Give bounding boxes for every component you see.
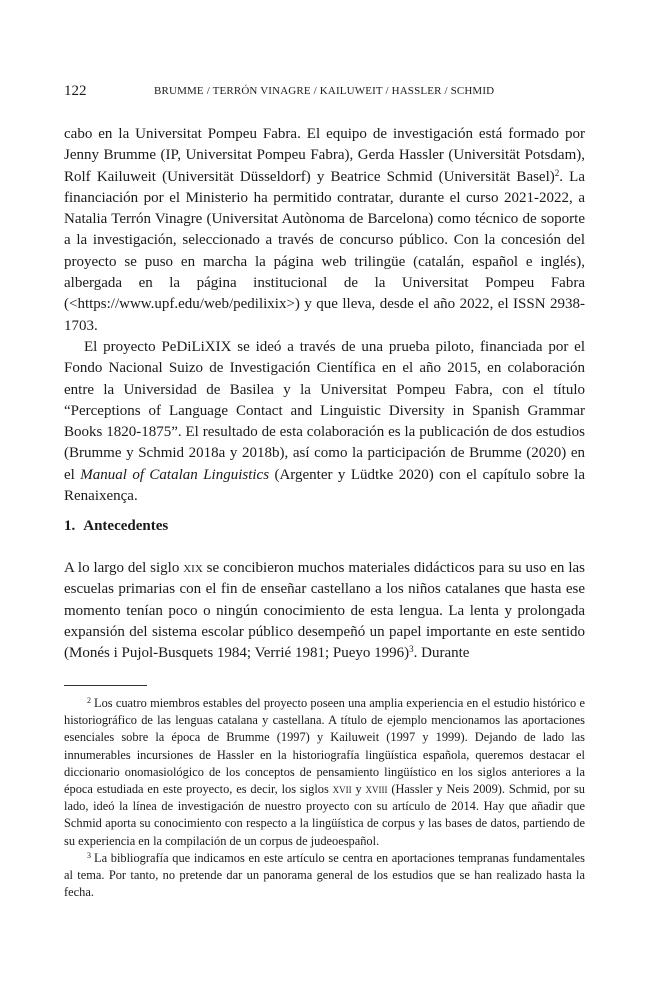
section-paragraph	[64, 558, 585, 664]
footnote-divider	[64, 685, 147, 686]
body-text	[64, 124, 585, 507]
footnote-mark: 3	[87, 850, 91, 860]
section-number: 1.	[64, 518, 76, 534]
paragraph-text: El proyecto PeDiLiXIX se ideó a través de una prueba piloto, financiada por el Fondo Nacional Suizo de Investigación Científica en el año 2015, en colaboración entre la Universidad de Basilea y la Universitat Pompeu Fabra, con el título “Perceptions of Language Contact and Linguistic Diversity in Spanish Grammar Books 1820-1875”. El resultado de esta colaboración es la publicación de dos estudios (Brumme y Schmid 2018a y 2018b), así como la participación de Brumme (2020) en el	[64, 338, 585, 483]
paragraph-text: . Durante	[413, 645, 470, 662]
footnote-3	[64, 850, 585, 902]
running-head: BRUMME / TERRÓN VINAGRE / KAILUWEIT / HASSLER / SCHMID	[154, 85, 495, 97]
paragraph	[64, 337, 585, 507]
book-title: Manual of Catalan Linguistics	[80, 466, 270, 483]
paragraph-text: . La financiación por el Ministerio ha permitido contratar, durante el curso 2021-2022, a Natalia Terrón Vinagre (Universitat Autònoma de Barcelona) como técnico de soporte a la investigación, seleccionado a través de concurso público. Con la concesión del proyecto se puso en marcha la página web trilingüe (catalán, español e inglés), albergada en la página institucional de la Universitat Pompeu Fabra (<https://www.upf.edu/web/pedilixix>) y que lleva, desde el año 2022, el ISSN 2938-1703.	[64, 168, 585, 334]
paragraph-text: cabo en la Universitat Pompeu Fabra. El equipo de investigación está formado por Jenny Brumme (IP, Universitat Pompeu Fabra), Gerda Hassler (Universität Potsdam), Rolf Kailuweit (Universität Düsseldorf) y Beatrice Schmid (Universität Basel)	[64, 126, 585, 185]
paragraph	[64, 124, 585, 337]
footnotes	[64, 695, 585, 901]
footnote-2	[64, 695, 585, 850]
footnote-text: (Hassler y Neis 2009). Schmid, por su lado, ideó la línea de investigación de nuestro proyecto con su artículo de 2014. Hay que añadir que Schmid aporta su conocimiento con respecto a la lingüística de corpus y las bases de datos, partiendo de su experiencia en la compilación de un corpus de judeoespañol.	[64, 782, 585, 848]
footnote-text: La bibliografía que indicamos en este artículo se centra en aportaciones tempranas fundamentales al tema. Por tanto, no pretende dar un panorama general de los estudios que se han realizado hasta la fecha.	[64, 850, 585, 900]
footnote-text: Los cuatro miembros estables del proyecto poseen una amplia experiencia en el estudio histórico e historiográfico de las lenguas catalana y castellana. A título de ejemplo mencionamos las aportaciones esenciales sobre la época de Brumme (1997) y Kailuweit (1997 y 1999). Dejando de lado las innumerables incursiones de Hassler en la historiografía lingüística española, queremos destacar el diccionario onomasiológico de los conceptos de pensamiento lingüístico en los siglos anteriores a la época estudiada en este proyecto, es decir, los siglos	[64, 696, 585, 797]
paragraph-text: A lo largo del siglo	[64, 560, 184, 576]
page-header	[64, 83, 585, 103]
paragraph-text: (Argenter y Lüdtke 2020) con el capítulo sobre la Renaixença.	[64, 466, 585, 505]
century-numeral: xviii	[365, 782, 388, 797]
section-heading	[64, 518, 168, 535]
century-numeral: xix	[183, 560, 203, 576]
century-numeral: xvii	[332, 782, 352, 797]
page-number: 122	[64, 83, 87, 99]
paragraph-text: se concibieron muchos materiales didácticos para su uso en las escuelas primarias con el fin de enseñar castellano a los niños catalanes que hasta ese momento tenían poco o ningún conocimiento de esta lengua. La lenta y prolongada expansión del sistema escolar público desempeñó un papel importante en este sentido (Monés i Pujol-Busquets 1984; Verrié 1981; Pueyo 1996)	[64, 560, 585, 662]
footnote-mark: 2	[87, 696, 91, 705]
footnote-ref-3[interactable]: 3	[409, 644, 414, 655]
section-title: Antecedentes	[83, 518, 169, 534]
footnote-text: y	[351, 782, 366, 797]
footnote-ref-2[interactable]: 2	[554, 167, 560, 178]
